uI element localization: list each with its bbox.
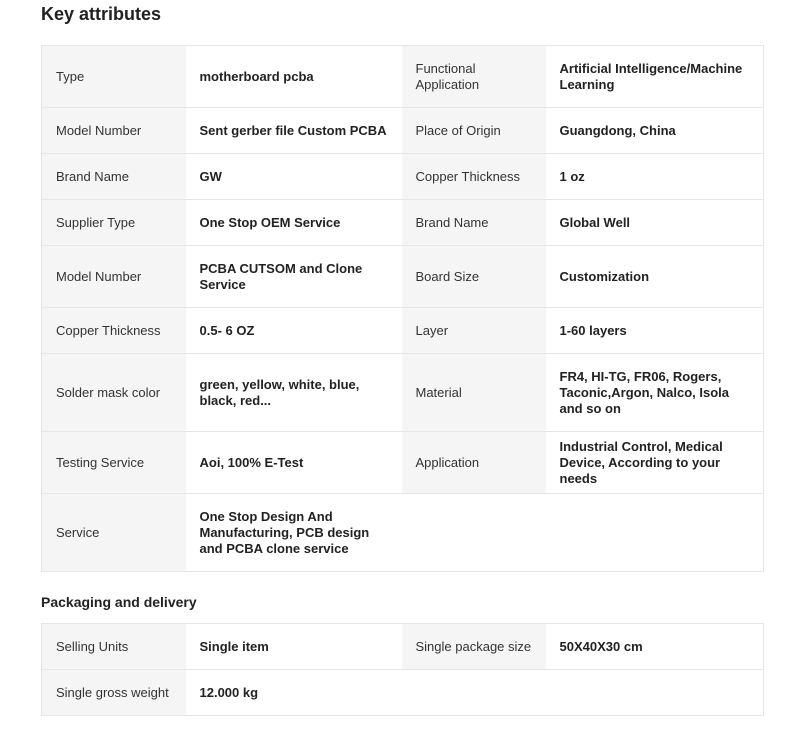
table-row [42,108,764,154]
attribute-value: Guangdong, China [546,108,764,154]
attribute-label: Service [42,494,186,572]
attribute-label: Material [402,354,546,432]
attribute-value: Customization [546,246,764,308]
attribute-value: 1 oz [546,154,764,200]
attribute-label: Solder mask color [42,354,186,432]
attribute-value: FR4, HI-TG, FR06, Rogers, Taconic,Argon, Nalco, Isola and so on [546,354,764,432]
attribute-value: 50X40X30 cm [546,624,764,670]
table-row [42,308,764,354]
attribute-value: PCBA CUTSOM and Clone Service [186,246,402,308]
attribute-label: Single package size [402,624,546,670]
key-attributes-title: Key attributes [41,4,162,24]
packaging-table [41,623,764,716]
attribute-label: Copper Thickness [42,308,186,354]
attribute-label: Selling Units [42,624,186,670]
attribute-label: Single gross weight [42,670,186,716]
table-row [42,624,764,670]
table-row [42,154,764,200]
attribute-label: Board Size [402,246,546,308]
attribute-value: green, yellow, white, blue, black, red... [186,354,402,432]
attribute-value: motherboard pcba [186,46,402,108]
attribute-value: 12.000 kg [186,670,402,716]
attribute-value: Aoi, 100% E-Test [186,432,402,494]
attribute-label: Application [402,432,546,494]
attribute-value: Industrial Control, Medical Device, According to your needs [546,432,764,494]
attribute-value: GW [186,154,402,200]
attribute-label: Copper Thickness [402,154,546,200]
attribute-value: 0.5- 6 OZ [186,308,402,354]
table-row [42,200,764,246]
attribute-label: Testing Service [42,432,186,494]
table-row [42,494,764,572]
attribute-label: Type [42,46,186,108]
attribute-value: Single item [186,624,402,670]
attribute-value: Artificial Intelligence/Machine Learning [546,46,764,108]
table-row [42,46,764,108]
attribute-value: One Stop OEM Service [186,200,402,246]
attribute-label: Place of Origin [402,108,546,154]
table-row [42,432,764,494]
empty-cell [546,670,764,716]
attribute-label: Layer [402,308,546,354]
table-row [42,670,764,716]
attribute-label: Brand Name [42,154,186,200]
attribute-label: Functional Application [402,46,546,108]
attribute-value: Global Well [546,200,764,246]
table-row [42,246,764,308]
attribute-label: Model Number [42,108,186,154]
empty-cell [546,494,764,572]
attribute-value: Sent gerber file Custom PCBA [186,108,402,154]
attribute-value: One Stop Design And Manufacturing, PCB design and PCBA clone service [186,494,402,572]
packaging-title: Packaging and delivery [41,594,197,610]
empty-cell [402,494,546,572]
key-attributes-table [41,45,764,572]
attribute-label: Model Number [42,246,186,308]
table-row [42,354,764,432]
attribute-label: Brand Name [402,200,546,246]
attribute-label: Supplier Type [42,200,186,246]
attribute-value: 1-60 layers [546,308,764,354]
empty-cell [402,670,546,716]
